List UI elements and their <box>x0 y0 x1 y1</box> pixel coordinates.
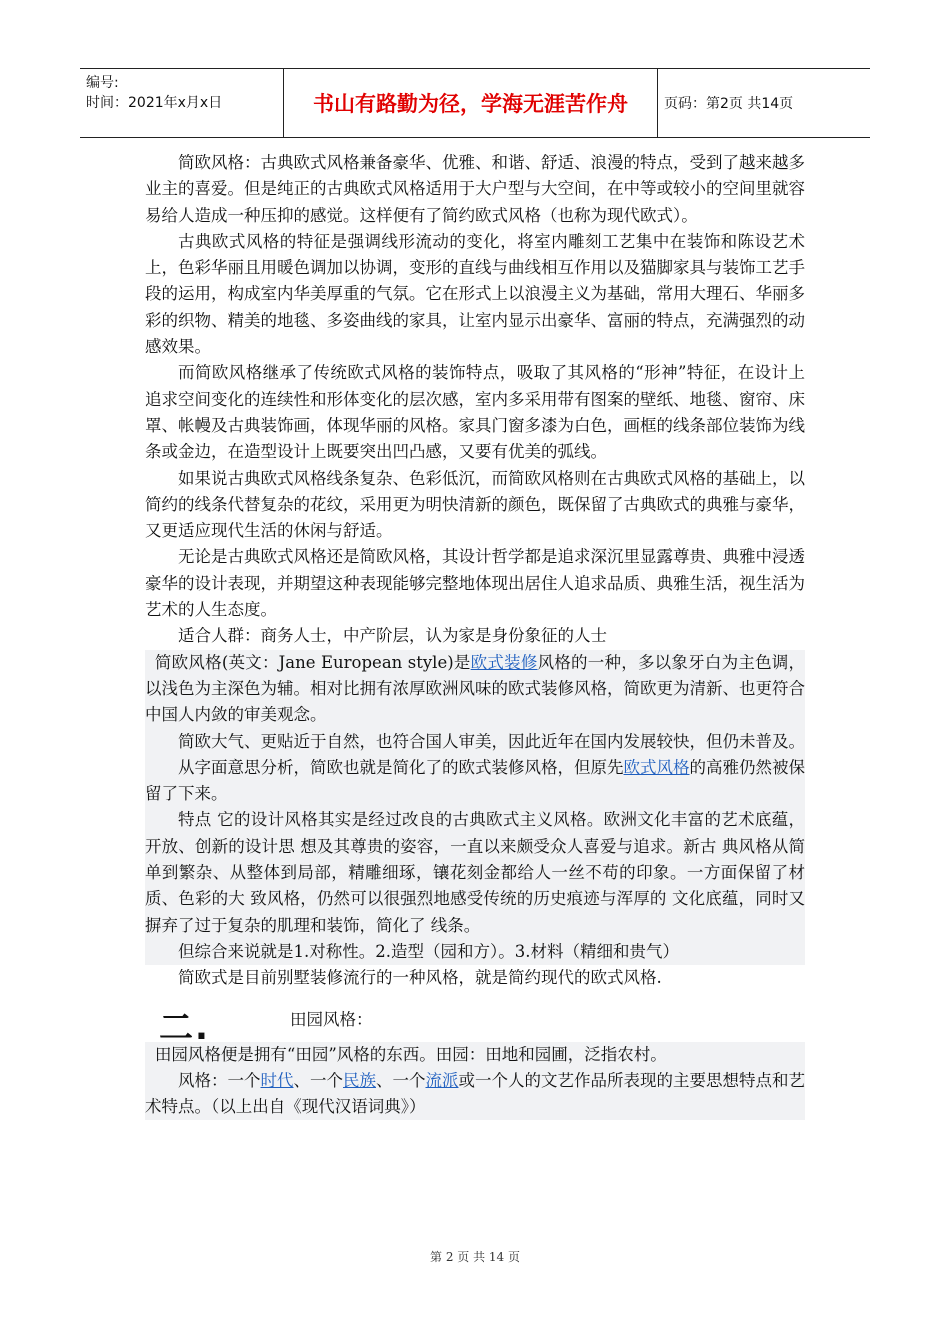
section-title: 田园风格： <box>290 1009 373 1029</box>
link-era[interactable]: 时代 <box>260 1070 294 1090</box>
style-definition-paragraph <box>145 1068 805 1121</box>
paragraph: 简欧风格：古典欧式风格兼备豪华、优雅、和谐、舒适、浪漫的特点，受到了越来越多业主的喜爱。但是纯正的古典欧式风格适用于大户型与大空间，在中等或较小的空间里就容易给人造成一种压抑的感觉。这样便有了简约欧式风格（也称为现代欧式）。 <box>145 153 805 225</box>
paragraph: 而简欧风格继承了传统欧式风格的装饰特点，吸取了其风格的“形神”特征，在设计上追求空间变化的连续性和形体变化的层次感，室内多采用带有图案的壁纸、地毯、窗帘、床罩、帐幔及古典装饰画，体现华丽的风格。家具门窗多漆为白色，画框的线条部位装饰为线条或金边，在造型设计上既要突出凹凸感，又要有优美的弧线。 <box>145 363 805 462</box>
header-divider <box>657 69 658 137</box>
text-span: 简欧风格(英文：Jane European style)是 <box>154 652 471 672</box>
link-nation[interactable]: 民族 <box>343 1070 376 1090</box>
jane-european-paragraph <box>145 650 805 729</box>
document-body <box>145 150 805 1120</box>
section-heading <box>145 998 805 1048</box>
garden-paragraph: 田园风格便是拥有“田园”风格的东西。田园：田地和园圃，泛指农村。 <box>145 1042 805 1068</box>
time-label: 时间：2021年x月x日 <box>86 95 223 111</box>
section-number: 二. <box>159 1007 210 1048</box>
features-paragraph: 特点 它的设计风格其实是经过改良的古典欧式主义风格。欧洲文化丰富的艺术底蕴，开放、创新的设计思 想及其尊贵的姿容，一直以来颇受众人喜爱与追求。新古 典风格从简单到繁杂、从整体到局部，精雕细琢，镶花刻金都给人一丝不苟的印象。一方面保留了材质、色彩的大 致风格，仍然可以很强烈地感受传统的历史痕迹与浑厚的 文化底蕴，同时又摒弃了过于复杂的肌理和装饰，简化了 线条。 <box>145 807 805 938</box>
paragraph: 无论是古典欧式风格还是简欧风格，其设计哲学都是追求深沉里显露尊贵、典雅中浸透豪华的设计表现，并期望这种表现能够完整地体现出居住人追求品质、典雅生活，视生活为艺术的人生态度。 <box>145 547 805 620</box>
header-meta <box>86 73 282 113</box>
code-label: 编号: <box>86 75 119 91</box>
text-span: 、一个 <box>293 1070 343 1090</box>
text-span: 从字面意思分析，简欧也就是简化了的欧式装修风格，但原先 <box>178 757 624 777</box>
page-footer: 第 2 页 共 14 页 <box>430 1250 520 1264</box>
page-header <box>80 68 870 138</box>
paragraph: 古典欧式风格的特征是强调线形流动的变化，将室内雕刻工艺集中在装饰和陈设艺术上，色彩华丽且用暖色调加以协调，变形的直线与曲线相互作用以及猫脚家具与装饰工艺手段的运用，构成室内华美厚重的气氛。它在形式上以浪漫主义为基础，常用大理石、华丽多彩的织物、精美的地毯、多姿曲线的家具，让室内显示出豪华、富丽的特点，充满强烈的动感效果。 <box>145 231 805 357</box>
link-european-decoration[interactable]: 欧式装修 <box>470 652 538 672</box>
text-span: 的高雅仍然被保留了下来。 <box>145 757 805 804</box>
text-span: 或一个人的文艺作品所表现的主要思想特点和艺术特点。（以上出自《现代汉语词典》） <box>145 1070 805 1117</box>
text-span: 风格的一种，多以象牙白为主色调，以浅色为主深色为辅。相对比拥有浓厚欧洲风味的欧式装修风格，简欧更为清新、也更符合中国人内敛的审美观念。 <box>145 652 806 725</box>
header-motto: 书山有路勤为径，学海无涯苦作舟 <box>313 92 628 116</box>
paragraph: 适合人群：商务人士，中产阶层，认为家是身份象征的人士 <box>178 626 607 646</box>
header-page-info: 页码：第2页 共14页 <box>664 96 794 112</box>
text-span: 风格：一个 <box>178 1070 261 1090</box>
villa-paragraph: 简欧式是目前别墅装修流行的一种风格，就是简约现代的欧式风格. <box>178 968 662 988</box>
meaning-paragraph <box>145 755 805 808</box>
link-european-style[interactable]: 欧式风格 <box>623 757 690 777</box>
paragraph: 如果说古典欧式风格线条复杂、色彩低沉，而简欧风格则在古典欧式风格的基础上，以简约的线条代替复杂的花纹，采用更为明快清新的颜色，既保留了古典欧式的典雅与豪华，又更适应现代生活的休闲与舒适。 <box>145 468 805 541</box>
paragraph: 简欧大气、更贴近于自然，也符合国人审美，因此近年在国内发展较快，但仍未普及。 <box>145 729 805 755</box>
text-span: 、一个 <box>376 1070 426 1090</box>
summary-paragraph: 但综合来说就是1.对称性。2.造型（园和方）。3.材料（精细和贵气） <box>145 939 805 965</box>
link-school[interactable]: 流派 <box>425 1070 459 1090</box>
